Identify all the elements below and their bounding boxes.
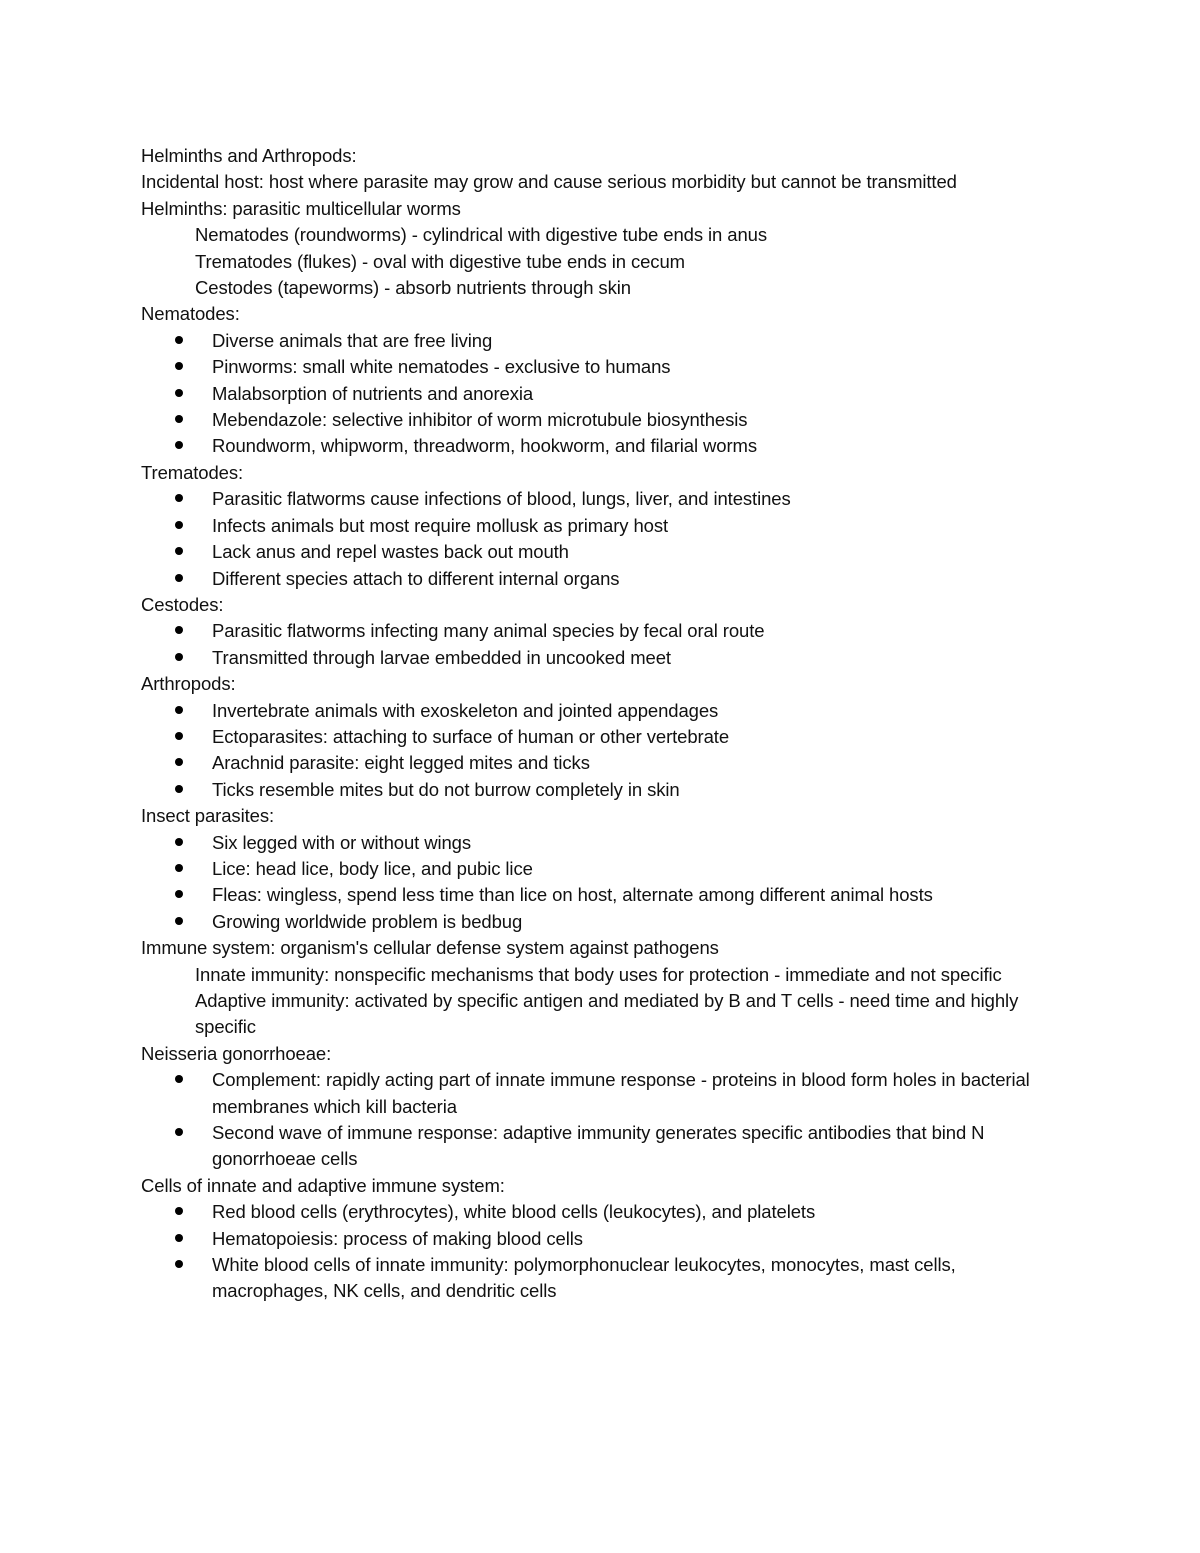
immune-cells-heading: Cells of innate and adaptive immune system: bbox=[141, 1174, 505, 1196]
list-item: Roundworm, whipworm, threadworm, hookworm, and filarial worms bbox=[141, 433, 1062, 459]
immune-cells-list bbox=[141, 1199, 1061, 1305]
list-item: Fleas: wingless, spend less time than lice on host, alternate among different animal hosts bbox=[141, 882, 1062, 908]
neisseria-heading: Neisseria gonorrhoeae: bbox=[141, 1042, 332, 1064]
adaptive-immunity-line: Adaptive immunity: activated by specific antigen and mediated by B and T cells - need time and highly specific bbox=[195, 990, 1019, 1038]
bullet-icon bbox=[175, 653, 183, 661]
list-item: Mebendazole: selective inhibitor of worm microtubule biosynthesis bbox=[141, 407, 1062, 433]
list-item: Diverse animals that are free living bbox=[141, 328, 1062, 354]
bullet-icon bbox=[175, 917, 183, 925]
bullet-icon bbox=[175, 758, 183, 766]
helminth-type-cestodes: Cestodes (tapeworms) - absorb nutrients through skin bbox=[195, 277, 631, 299]
list-item: Second wave of immune response: adaptive immunity generates specific antibodies that bind N gonorrhoeae cells bbox=[141, 1120, 1062, 1173]
list-item: Parasitic flatworms cause infections of blood, lungs, liver, and intestines bbox=[141, 486, 1062, 512]
bullet-icon bbox=[175, 1260, 183, 1268]
bullet-icon bbox=[175, 1128, 183, 1136]
document-body bbox=[141, 143, 1061, 1305]
list-item: Ticks resemble mites but do not burrow completely in skin bbox=[141, 777, 1062, 803]
list-item: White blood cells of innate immunity: polymorphonuclear leukocytes, monocytes, mast cells, macrophages, NK cells, and dendritic cells bbox=[141, 1252, 1062, 1305]
bullet-icon bbox=[175, 362, 183, 370]
list-item: Complement: rapidly acting part of innate immune response - proteins in blood form holes in bacterial membranes which kill bacteria bbox=[141, 1067, 1062, 1120]
list-item: Malabsorption of nutrients and anorexia bbox=[141, 381, 1062, 407]
helminths-line: Helminths: parasitic multicellular worms bbox=[141, 197, 461, 219]
arthropods-heading: Arthropods: bbox=[141, 673, 236, 695]
insect-parasites-heading: Insect parasites: bbox=[141, 805, 275, 827]
bullet-icon bbox=[175, 441, 183, 449]
immune-system-heading: Immune system: organism's cellular defense system against pathogens bbox=[141, 937, 719, 959]
helminth-type-nematodes: Nematodes (roundworms) - cylindrical with digestive tube ends in anus bbox=[195, 224, 768, 246]
insect-parasites-list bbox=[141, 830, 1061, 936]
list-item: Lice: head lice, body lice, and pubic lice bbox=[141, 856, 1062, 882]
bullet-icon bbox=[175, 785, 183, 793]
bullet-icon bbox=[175, 1075, 183, 1083]
list-item: Arachnid parasite: eight legged mites and ticks bbox=[141, 750, 1062, 776]
nematodes-list bbox=[141, 328, 1061, 460]
list-item: Pinworms: small white nematodes - exclusive to humans bbox=[141, 354, 1062, 380]
bullet-icon bbox=[175, 890, 183, 898]
list-item: Red blood cells (erythrocytes), white blood cells (leukocytes), and platelets bbox=[141, 1199, 1062, 1225]
list-item: Ectoparasites: attaching to surface of human or other vertebrate bbox=[141, 724, 1062, 750]
helminth-type-trematodes: Trematodes (flukes) - oval with digestive tube ends in cecum bbox=[195, 250, 685, 272]
bullet-icon bbox=[175, 547, 183, 555]
list-item: Transmitted through larvae embedded in uncooked meet bbox=[141, 645, 1062, 671]
arthropods-list bbox=[141, 698, 1061, 804]
innate-immunity-line: Innate immunity: nonspecific mechanisms that body uses for protection - immediate and not specific bbox=[195, 963, 1002, 985]
list-item: Parasitic flatworms infecting many animal species by fecal oral route bbox=[141, 618, 1062, 644]
bullet-icon bbox=[175, 706, 183, 714]
list-item: Lack anus and repel wastes back out mouth bbox=[141, 539, 1062, 565]
list-item: Invertebrate animals with exoskeleton and jointed appendages bbox=[141, 698, 1062, 724]
cestodes-list bbox=[141, 618, 1061, 671]
bullet-icon bbox=[175, 494, 183, 502]
bullet-icon bbox=[175, 626, 183, 634]
bullet-icon bbox=[175, 574, 183, 582]
document-title: Helminths and Arthropods: bbox=[141, 145, 357, 166]
bullet-icon bbox=[175, 732, 183, 740]
list-item: Six legged with or without wings bbox=[141, 830, 1062, 856]
incidental-host-line: Incidental host: host where parasite may grow and cause serious morbidity but cannot be transmitted bbox=[141, 171, 957, 193]
neisseria-list bbox=[141, 1067, 1061, 1173]
bullet-icon bbox=[175, 838, 183, 846]
bullet-icon bbox=[175, 1207, 183, 1215]
bullet-icon bbox=[175, 389, 183, 397]
list-item: Hematopoiesis: process of making blood cells bbox=[141, 1226, 1062, 1252]
bullet-icon bbox=[175, 1234, 183, 1242]
nematodes-heading: Nematodes: bbox=[141, 303, 240, 325]
trematodes-list bbox=[141, 486, 1061, 592]
bullet-icon bbox=[175, 864, 183, 872]
trematodes-heading: Trematodes: bbox=[141, 461, 244, 483]
cestodes-heading: Cestodes: bbox=[141, 593, 224, 615]
list-item: Different species attach to different internal organs bbox=[141, 566, 1062, 592]
bullet-icon bbox=[175, 336, 183, 344]
list-item: Growing worldwide problem is bedbug bbox=[141, 909, 1062, 935]
bullet-icon bbox=[175, 415, 183, 423]
bullet-icon bbox=[175, 521, 183, 529]
list-item: Infects animals but most require mollusk as primary host bbox=[141, 513, 1062, 539]
